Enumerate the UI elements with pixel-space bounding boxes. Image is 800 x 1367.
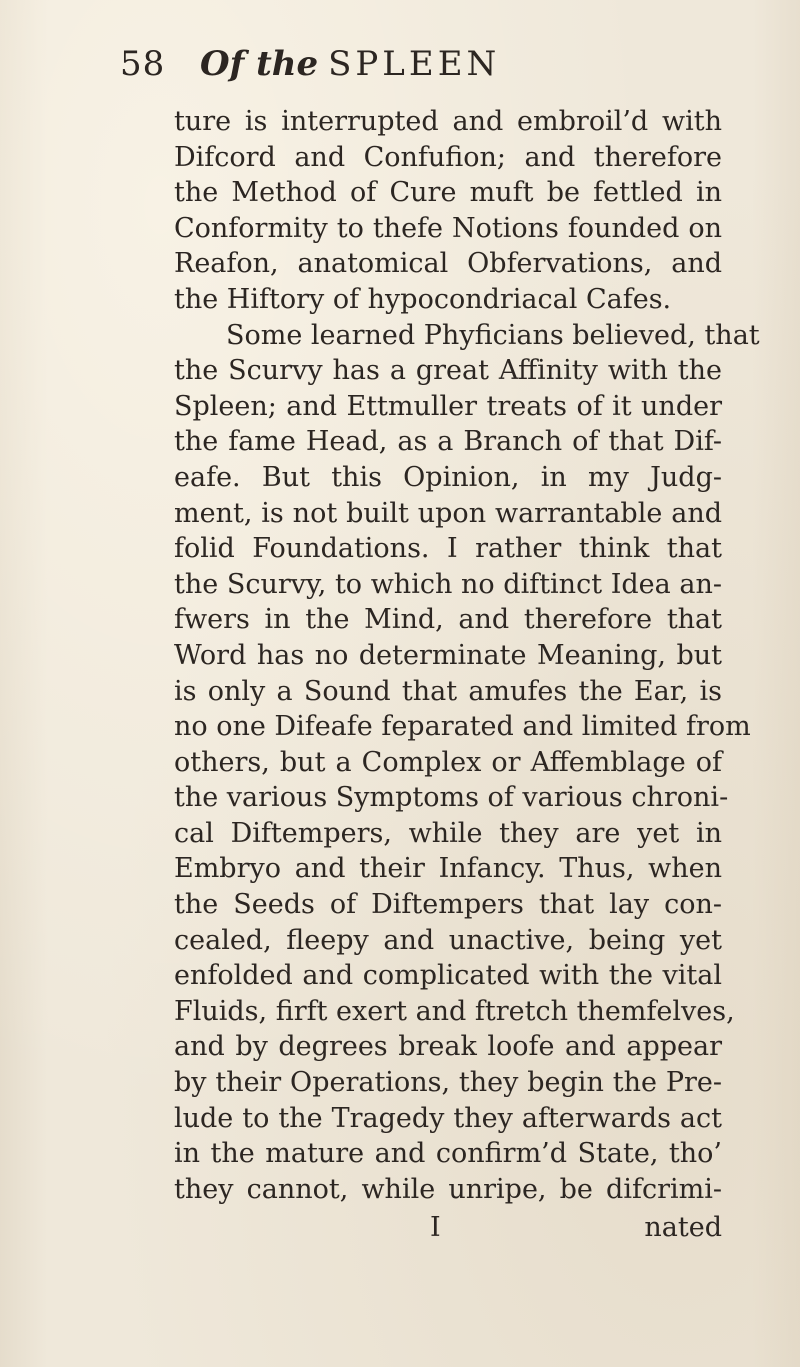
text-line: eafe. But this Opinion, in my Judg- bbox=[174, 461, 722, 493]
text-line: and by degrees break loofe and appear bbox=[174, 1031, 722, 1063]
text-line: Reafon, anatomical Obfervations, and bbox=[174, 248, 722, 280]
running-title-prefix: Of the bbox=[200, 44, 319, 84]
running-head bbox=[120, 42, 720, 86]
page-number: 58 bbox=[120, 44, 166, 84]
text-line: the Hiftory of hypocondriacal Cafes. bbox=[174, 283, 672, 315]
text-line: ment, is not built upon warrantable and bbox=[174, 497, 722, 529]
text-line: Some learned Phyficians believed, that bbox=[226, 319, 760, 351]
text-line: the Scurvy has a great Affinity with the bbox=[174, 355, 722, 387]
text-line: cealed, fleepy and unactive, being yet bbox=[174, 924, 722, 956]
text-line: the Scurvy, to which no diftinct Idea an- bbox=[174, 568, 722, 600]
text-line: the fame Head, as a Branch of that Dif- bbox=[174, 426, 722, 458]
text-line: the various Symptoms of various chroni- bbox=[174, 782, 729, 814]
text-line: Conformity to thefe Notions founded on bbox=[174, 212, 722, 244]
text-line: is only a Sound that amufes the Ear, is bbox=[174, 675, 722, 707]
catchword: nated bbox=[644, 1212, 722, 1243]
running-title bbox=[200, 42, 500, 86]
text-line: in the mature and confirm’d State, tho’ bbox=[174, 1138, 722, 1170]
text-line: Spleen; and Ettmuller treats of it under bbox=[174, 390, 722, 422]
text-line: no one Difeafe feparated and limited from bbox=[174, 711, 751, 743]
text-line: Fluids, firft exert and ftretch themfelves, bbox=[174, 995, 735, 1027]
text-line: fwers in the Mind, and therefore that bbox=[174, 604, 722, 636]
text-line: cal Diftempers, while they are yet in bbox=[174, 817, 722, 849]
text-line: others, but a Complex or Affemblage of bbox=[174, 746, 722, 778]
text-line: folid Foundations. I rather think that bbox=[174, 533, 722, 565]
running-title-main: SPLEEN bbox=[328, 44, 501, 84]
text-line: the Method of Cure muft be fettled in bbox=[174, 177, 722, 209]
text-line: Embryo and their Infancy. Thus, when bbox=[174, 853, 722, 885]
text-line: they cannot, while unripe, be difcrimi- bbox=[174, 1173, 722, 1205]
text-line: by their Operations, they begin the Pre- bbox=[174, 1067, 722, 1099]
text-line: enfolded and complicated with the vital bbox=[174, 960, 722, 992]
signature-mark: I bbox=[430, 1212, 441, 1243]
text-line: Difcord and Confufion; and therefore bbox=[174, 141, 722, 173]
body-text bbox=[174, 104, 760, 1207]
text-line: Word has no determinate Meaning, but bbox=[174, 639, 722, 671]
page-footer bbox=[174, 1210, 722, 1246]
text-line: lude to the Tragedy they afterwards act bbox=[174, 1102, 722, 1134]
text-line: the Seeds of Diftempers that lay con- bbox=[174, 889, 722, 921]
text-line: ture is interrupted and embroil’d with bbox=[174, 106, 722, 137]
